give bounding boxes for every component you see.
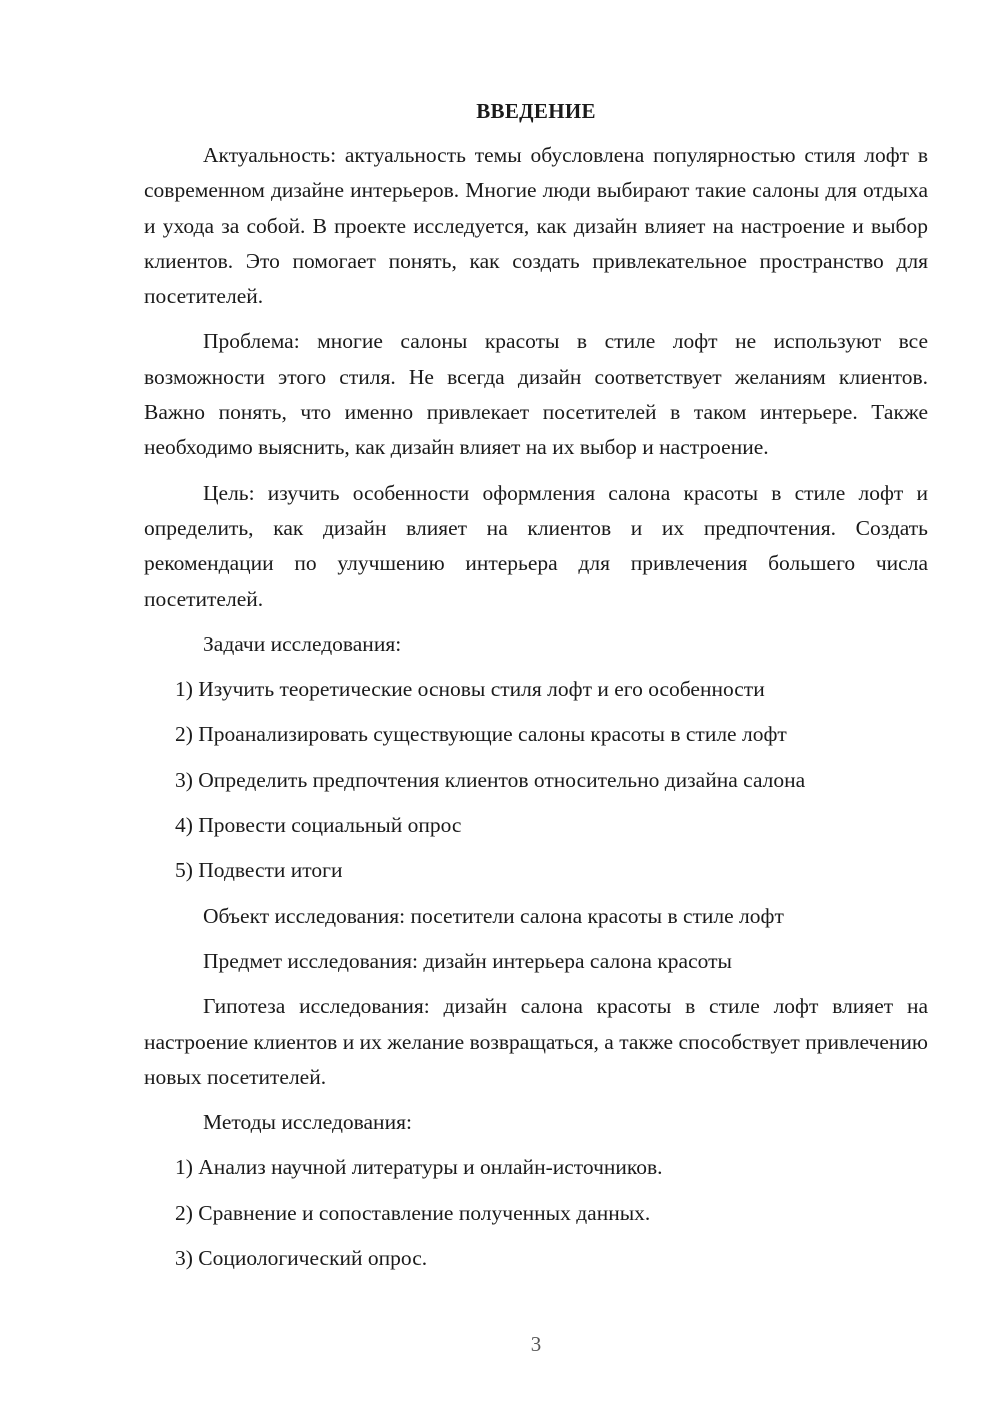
relevance-paragraph: Актуальность: актуальность темы обусловлена популярностью стиля лофт в современном дизайне интерьеров. Многие люди выбирают такие салоны для отдыха и ухода за собой. В проекте исследуется, как дизайн влияет на настроение и выбор клиентов. Это помогает понять, как создать привлекательное пространство для посетителей.	[144, 143, 928, 309]
task-item: 3) Определить предпочтения клиентов относительно дизайна салона	[175, 767, 806, 792]
page-number: 3	[530, 1332, 542, 1356]
task-item: 2) Проанализировать существующие салоны красоты в стиле лофт	[175, 722, 787, 747]
problem-paragraph: Проблема: многие салоны красоты в стиле лофт не используют все возможности этого стиля. Не всегда дизайн соответствует желаниям клиентов. Важно понять, что именно привлекает посетителей в таком интерьере. Также необходимо выяснить, как дизайн влияет на их выбор и настроение.	[144, 329, 928, 460]
object-line: Объект исследования: посетители салона красоты в стиле лофт	[203, 903, 784, 928]
task-item: 5) Подвести итоги	[175, 858, 343, 883]
document-page	[144, 96, 928, 1286]
methods-label: Методы исследования:	[203, 1110, 412, 1135]
task-item: 1) Изучить теоретические основы стиля лофт и его особенности	[175, 677, 765, 702]
subject-line: Предмет исследования: дизайн интерьера салона красоты	[203, 948, 732, 973]
task-item: 4) Провести социальный опрос	[175, 813, 462, 838]
method-item: 3) Социологический опрос.	[175, 1246, 428, 1271]
goal-paragraph: Цель: изучить особенности оформления салона красоты в стиле лофт и определить, как дизайн влияет на клиентов и их предпочтения. Создать рекомендации по улучшению интерьера для привлечения большего числа посетителей.	[144, 480, 928, 611]
method-item: 1) Анализ научной литературы и онлайн-источников.	[175, 1155, 663, 1180]
hypothesis-paragraph: Гипотеза исследования: дизайн салона красоты в стиле лофт влияет на настроение клиентов и их желание возвращаться, а также способствует привлечению новых посетителей.	[144, 994, 928, 1089]
tasks-label: Задачи исследования:	[203, 631, 402, 656]
method-item: 2) Сравнение и сопоставление полученных данных.	[175, 1200, 651, 1225]
section-title: ВВЕДЕНИЕ	[476, 99, 596, 123]
